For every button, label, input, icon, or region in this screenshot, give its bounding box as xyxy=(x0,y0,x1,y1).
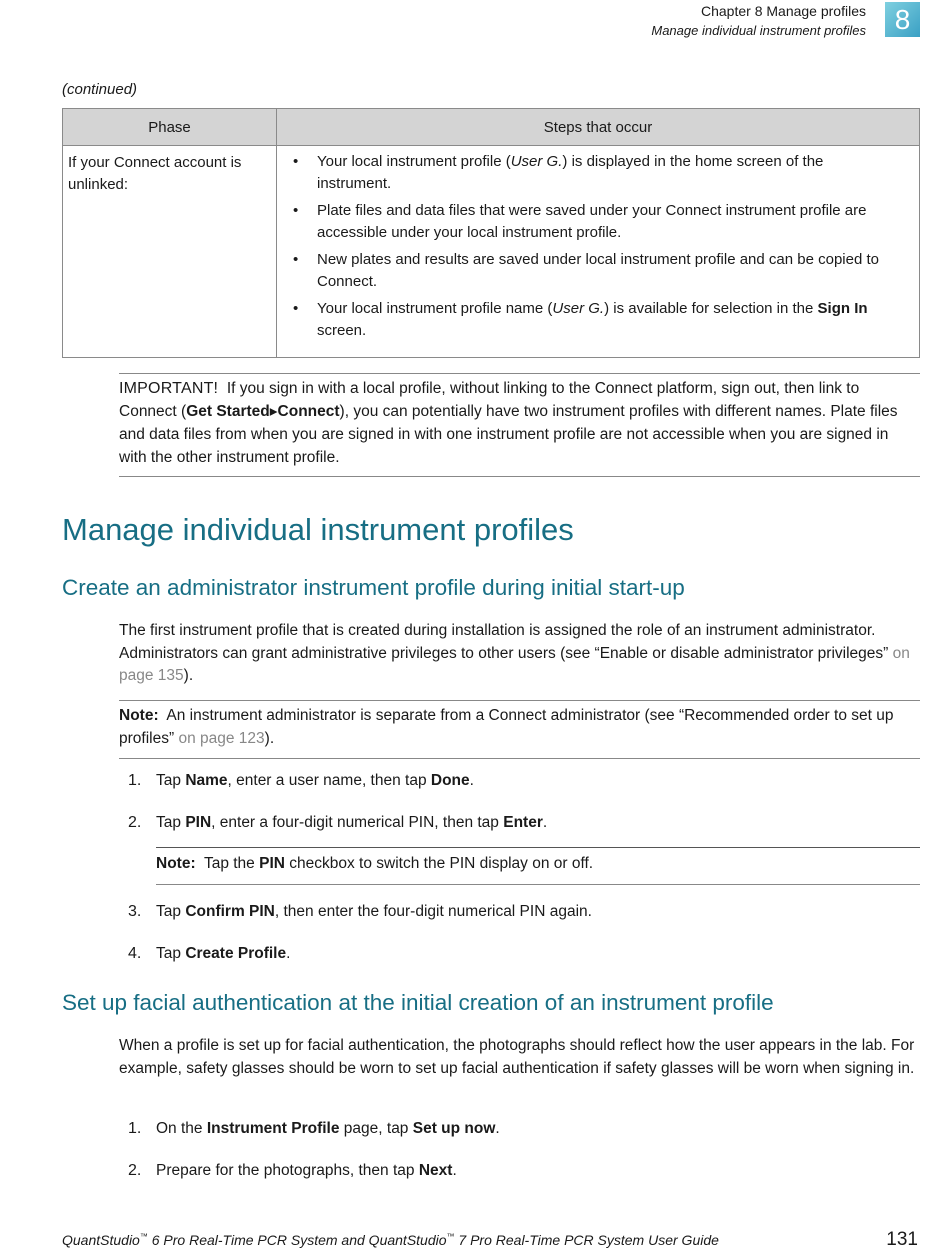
col-header-phase: Phase xyxy=(63,109,277,146)
menu-arrow-icon: ▸ xyxy=(269,403,278,420)
text: The first instrument profile that is created during installation is assigned the role of an instrument administrator. Administrators can grant administrative privileges to other users (see “Enable or disable administrator privileges” xyxy=(119,622,889,662)
important-callout xyxy=(119,373,920,477)
step-item xyxy=(128,1160,457,1182)
text: Your local instrument profile name ( xyxy=(317,300,553,317)
text: screen. xyxy=(317,322,367,339)
text: . xyxy=(452,1162,457,1179)
text: , then enter the four-digit numerical PIN again. xyxy=(274,903,592,920)
table-header-row xyxy=(63,109,920,146)
text: QuantStudio xyxy=(62,1232,140,1248)
chapter-title: Manage profiles xyxy=(766,3,866,19)
step-item xyxy=(128,943,290,965)
step-number: 1. xyxy=(128,772,142,789)
text: On the xyxy=(156,1120,207,1137)
text: checkbox to switch the PIN display on or off. xyxy=(284,855,594,872)
footer-title xyxy=(62,1232,719,1248)
text: . xyxy=(542,814,548,831)
note-callout xyxy=(119,700,920,759)
text: ) is displayed in the home screen of the instrument. xyxy=(317,153,824,192)
step-number: 2. xyxy=(128,814,142,831)
text: If you sign in with a local profile, without linking to the Connect platform, sign out, then link to Connect ( xyxy=(119,380,860,420)
section-heading: Create an administrator instrument profile during initial start-up xyxy=(62,575,685,600)
ui-term: Instrument Profile xyxy=(206,1120,340,1137)
note-label: Note: xyxy=(119,707,159,724)
col-header-steps: Steps that occur xyxy=(277,109,920,146)
note-label: Note: xyxy=(156,855,196,872)
text: ). xyxy=(183,667,194,684)
table-row xyxy=(63,146,920,358)
ui-term: Connect xyxy=(277,403,340,420)
continued-label: (continued) xyxy=(62,81,138,98)
ui-term: PIN xyxy=(259,855,285,872)
header-chapter xyxy=(651,2,866,21)
step-item xyxy=(128,770,474,792)
text: page, tap xyxy=(339,1120,413,1137)
text: An instrument administrator is separate from a Connect administrator (see “Recommended order to set up profiles” xyxy=(119,707,894,747)
steps-cell xyxy=(277,146,920,358)
text: Tap xyxy=(156,814,186,831)
step-number: 1. xyxy=(128,1120,142,1137)
user-name-em: User G. xyxy=(510,153,563,170)
ui-term: Done xyxy=(430,772,470,789)
ui-term: PIN xyxy=(185,814,212,831)
text: . xyxy=(469,772,474,789)
important-label: IMPORTANT! xyxy=(119,380,219,397)
ui-term: Get Started xyxy=(186,403,270,420)
ui-term: Set up now xyxy=(412,1120,496,1137)
chapter-number-badge: 8 xyxy=(885,2,920,37)
paragraph: When a profile is set up for facial authentication, the photographs should reflect how the user appears in the lab. For example, safety glasses should be worn to set up facial authentication if safety glasses will be worn when signing in. xyxy=(119,1037,915,1077)
step-number: 2. xyxy=(128,1162,142,1179)
page-reference-link[interactable]: on page 135 xyxy=(119,644,910,684)
ui-term: Create Profile xyxy=(185,945,287,962)
step-item xyxy=(128,1118,500,1140)
ui-term: Sign In xyxy=(817,300,868,317)
text: . xyxy=(495,1120,500,1137)
ui-term: Enter xyxy=(503,814,543,831)
text: Tap the xyxy=(203,855,260,872)
running-header xyxy=(651,2,866,40)
text: , enter a four-digit numerical PIN, then tap xyxy=(211,814,504,831)
list-item: • Plate files and data files that were saved under your Connect instrument profile are accessible under your local instrument profile. xyxy=(293,200,901,244)
list-item xyxy=(293,298,901,342)
text: 7 Pro Real-Time PCR System User Guide xyxy=(454,1232,719,1248)
ui-term: Confirm PIN xyxy=(185,903,275,920)
ui-term: Next xyxy=(418,1162,453,1179)
text: ) is available for selection in the xyxy=(604,300,818,317)
section-heading: Set up facial authentication at the initial creation of an instrument profile xyxy=(62,990,774,1015)
text: 6 Pro Real-Time PCR System and QuantStudio xyxy=(147,1232,447,1248)
step-item xyxy=(128,901,592,923)
trademark: ™ xyxy=(446,1232,455,1241)
list-item xyxy=(293,151,901,195)
list-item: • New plates and results are saved under local instrument profile and can be copied to Connect. xyxy=(293,249,901,293)
text: Your local instrument profile ( xyxy=(317,153,511,170)
step-number: 3. xyxy=(128,903,142,920)
step-number: 4. xyxy=(128,945,142,962)
steps-list xyxy=(293,151,901,342)
page-number: 131 xyxy=(886,1229,918,1250)
ui-term: Name xyxy=(185,772,228,789)
paragraph xyxy=(119,620,919,688)
text: Tap xyxy=(156,772,186,789)
text: ). xyxy=(264,729,275,747)
text: Tap xyxy=(156,945,186,962)
header-section: Manage individual instrument profiles xyxy=(651,23,866,38)
page-title: Manage individual instrument profiles xyxy=(62,512,574,547)
chapter-label: Chapter 8 xyxy=(701,3,763,19)
step-item xyxy=(128,812,547,834)
text: Prepare for the photographs, then tap xyxy=(156,1162,419,1179)
user-name-em: User G. xyxy=(552,300,605,317)
text: ), you can potentially have two instrument profiles with different names. Plate files and data files from when you are signed in with one instrument profile are not accessible when you are signed in with the other instrument profile. xyxy=(119,403,898,466)
text: . xyxy=(286,945,291,962)
trademark: ™ xyxy=(139,1232,148,1241)
text: , enter a user name, then tap xyxy=(227,772,431,789)
phase-steps-table xyxy=(62,108,920,358)
text: Tap xyxy=(156,903,186,920)
page-reference-link[interactable]: on page 123 xyxy=(174,729,265,747)
note-callout xyxy=(156,847,920,885)
phase-cell: If your Connect account is unlinked: xyxy=(63,146,277,358)
